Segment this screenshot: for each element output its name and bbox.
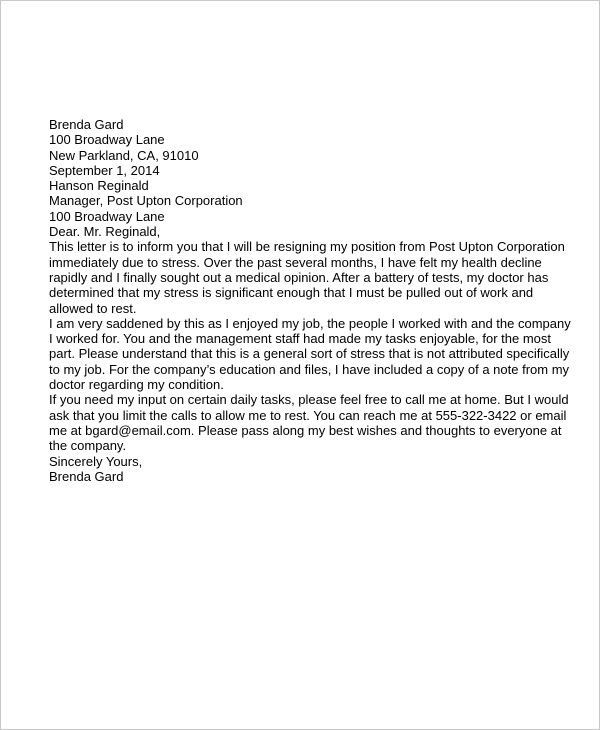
paragraph-line: immediately due to stress. Over the past several months, I have felt my health decline <box>49 254 542 270</box>
paragraph-line: If you need my input on certain daily tasks, please feel free to call me at home. But I would <box>49 392 569 408</box>
paragraph-line: This letter is to inform you that I will be resigning my position from Post Upton Corporation <box>49 239 565 255</box>
sender-address <box>49 132 569 163</box>
body-paragraph-3 <box>49 392 569 453</box>
letter-date <box>49 163 569 178</box>
letter-date-text: September 1, 2014 <box>49 162 160 178</box>
signature-name: Brenda Gard <box>49 468 124 484</box>
paragraph-line: allowed to rest. <box>49 300 137 316</box>
closing <box>49 454 569 469</box>
signature <box>49 469 569 484</box>
paragraph-line: determined that my stress is significant enough that I must be pulled out of work and <box>49 285 534 301</box>
paragraph-line: rapidly and I finally sought out a medical opinion. After a battery of tests, my doctor has <box>49 269 549 285</box>
recipient-name: Hanson Reginald <box>49 178 149 194</box>
recipient-title: Manager, Post Upton Corporation <box>49 193 243 209</box>
resignation-letter <box>49 117 569 484</box>
paragraph-line: the company. <box>49 438 127 454</box>
paragraph-line: doctor regarding my condition. <box>49 377 224 393</box>
salutation: Dear. Mr. Reginald, <box>49 224 161 240</box>
recipient-block <box>49 178 569 224</box>
paragraph-line: ask that you limit the calls to allow me to rest. You can reach me at 555-322-3422 or email <box>49 407 567 423</box>
paragraph-line: I am very saddened by this as I enjoyed my job, the people I worked with and the company <box>49 315 571 331</box>
body-paragraph-2 <box>49 316 569 392</box>
paragraph-line: I worked for. You and the management staff had made my tasks enjoyable, for the most <box>49 331 551 347</box>
body-paragraph-1 <box>49 224 569 316</box>
paragraph-line: to my job. For the company’s education and files, I have included a copy of a note from my <box>49 361 570 377</box>
sender-name <box>49 117 569 132</box>
sender-address-line2: New Parkland, CA, 91010 <box>49 147 199 163</box>
sender-name-text: Brenda Gard <box>49 117 124 132</box>
paragraph-line: me at bgard@email.com. Please pass along my best wishes and thoughts to everyone at <box>49 422 562 438</box>
sender-address-line1: 100 Broadway Lane <box>49 132 165 148</box>
closing-text: Sincerely Yours, <box>49 453 143 469</box>
paragraph-line: part. Please understand that this is a general sort of stress that is not attributed specifically <box>49 346 570 362</box>
recipient-address: 100 Broadway Lane <box>49 208 165 224</box>
